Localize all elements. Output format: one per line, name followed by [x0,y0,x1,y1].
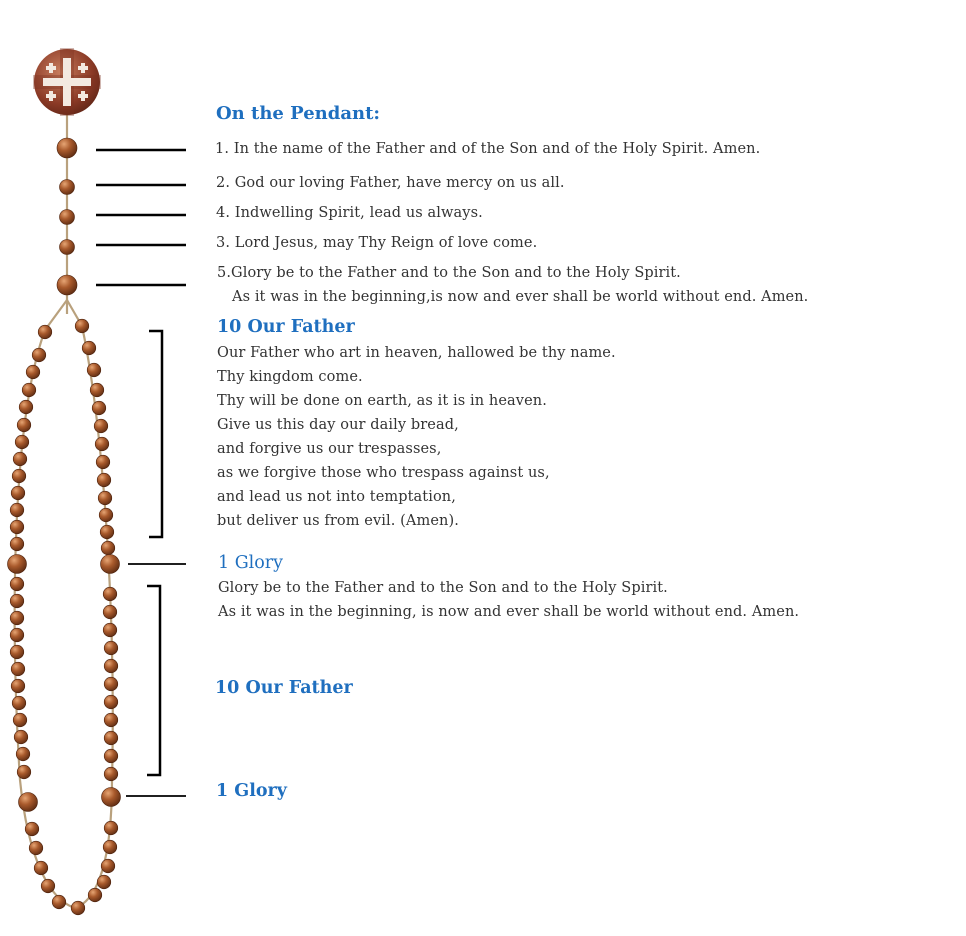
rosary-bead-icon [103,623,117,637]
our-father-1-heading: 10 Our Father [217,317,355,337]
rosary-bead-icon [10,645,24,659]
rosary-bead-icon [10,611,24,625]
rosary-bead-icon [100,525,114,539]
glory-1-heading: 1 Glory [218,553,284,573]
rosary-bead-icon [102,788,121,807]
rosary-bead-icon [29,841,43,855]
rosary-bead-icon [19,400,33,414]
rosary-bead-icon [26,365,40,379]
rosary-bead-icon [75,319,89,333]
rosary-bead-icon [101,541,115,555]
our-father-1-line-7: and lead us not into temptation, [217,489,456,505]
our-father-1-line-8: but deliver us from evil. (Amen). [217,513,459,529]
rosary-bead-icon [94,419,108,433]
rosary-bead-icon [38,325,52,339]
rosary-bead-icon [104,767,118,781]
rosary-bead-icon [103,840,117,854]
rosary-bead-icon [103,587,117,601]
our-father-1-line-4: Give us this day our daily bread, [217,417,459,433]
pendant-item-5-continuation: As it was in the beginning,is now and ever shall be world without end. Amen. [232,289,809,305]
rosary-bead-icon [10,503,24,517]
rosary-bead-icon [10,520,24,534]
rosary-bead-icon [57,275,77,295]
rosary-bead-icon [14,730,28,744]
rosary-bead-icon [13,713,27,727]
rosary-bead-icon [92,401,106,415]
rosary-bead-icon [60,210,75,225]
rosary-bead-icon [104,749,118,763]
rosary-bead-icon [97,473,111,487]
rosary-bead-icon [22,383,36,397]
rosary-bead-icon [25,822,39,836]
pendant-item-5: 5.Glory be to the Father and to the Son and to the Holy Spirit. [217,265,681,281]
rosary-bead-icon [10,628,24,642]
rosary-bead-icon [10,594,24,608]
rosary-bead-icon [101,555,120,574]
rosary-bead-icon [32,348,46,362]
rosary-bead-icon [82,341,96,355]
pendant-item-4: 3. Lord Jesus, may Thy Reign of love come. [216,235,538,251]
rosary-bead-icon [104,677,118,691]
rosary-bead-icon [13,452,27,466]
pendant-item-3: 4. Indwelling Spirit, lead us always. [216,205,483,221]
rosary-bead-icon [12,696,26,710]
rosary-cord [15,112,113,908]
rosary-bead-icon [34,861,48,875]
rosary-bead-icon [60,180,75,195]
rosary-bead-icon [104,713,118,727]
bracket-our-father-1 [149,331,162,537]
rosary-bead-icon [19,793,38,812]
rosary-bead-icon [60,240,75,255]
rosary-bead-icon [11,486,25,500]
rosary-bead-icon [104,695,118,709]
rosary-bead-icon [95,437,109,451]
rosary-bead-icon [99,508,113,522]
rosary-bead-icon [98,491,112,505]
pendant-item-1: 1. In the name of the Father and of the Son and of the Holy Spirit. Amen. [215,141,761,157]
rosary-bead-icon [11,679,25,693]
rosary-bead-icon [90,383,104,397]
rosary-bead-icon [16,747,30,761]
pendant-item-2: 2. God our loving Father, have mercy on us all. [216,175,565,191]
rosary-bead-icon [104,659,118,673]
rosary-bead-icon [15,435,29,449]
rosary-bead-icon [96,455,110,469]
our-father-1-line-5: and forgive us our trespasses, [217,441,442,457]
rosary-beads [8,138,121,915]
jerusalem-cross-icon [33,48,101,116]
rosary-bead-icon [101,859,115,873]
our-father-1-line-3: Thy will be done on earth, as it is in heaven. [217,393,547,409]
rosary-bead-icon [17,765,31,779]
rosary-bead-icon [41,879,55,893]
rosary-bead-icon [104,731,118,745]
rosary-bead-icon [17,418,31,432]
glory-1-line-1: Glory be to the Father and to the Son and to the Holy Spirit. [218,580,668,596]
rosary-bead-icon [52,895,66,909]
our-father-1-line-1: Our Father who art in heaven, hallowed be thy name. [217,345,616,361]
rosary-bead-icon [71,901,85,915]
rosary-bead-icon [10,577,24,591]
rosary-bead-icon [8,555,27,574]
rosary-bead-icon [11,662,25,676]
bracket-our-father-2 [147,586,160,775]
rosary-bead-icon [97,875,111,889]
glory-1-line-2: As it was in the beginning, is now and ever shall be world without end. Amen. [218,604,800,620]
our-father-2-heading: 10 Our Father [215,678,353,698]
rosary-bead-icon [104,641,118,655]
rosary-bead-icon [10,537,24,551]
rosary-bead-icon [104,821,118,835]
our-father-1-line-2: Thy kingdom come. [217,369,363,385]
rosary-bead-icon [57,138,77,158]
rosary-bead-icon [103,605,117,619]
glory-2-heading: 1 Glory [216,781,287,801]
rosary-bead-icon [12,469,26,483]
rosary-bead-icon [88,888,102,902]
our-father-1-line-6: as we forgive those who trespass against us, [217,465,550,481]
rosary-bead-icon [87,363,101,377]
pendant-heading: On the Pendant: [216,103,381,124]
